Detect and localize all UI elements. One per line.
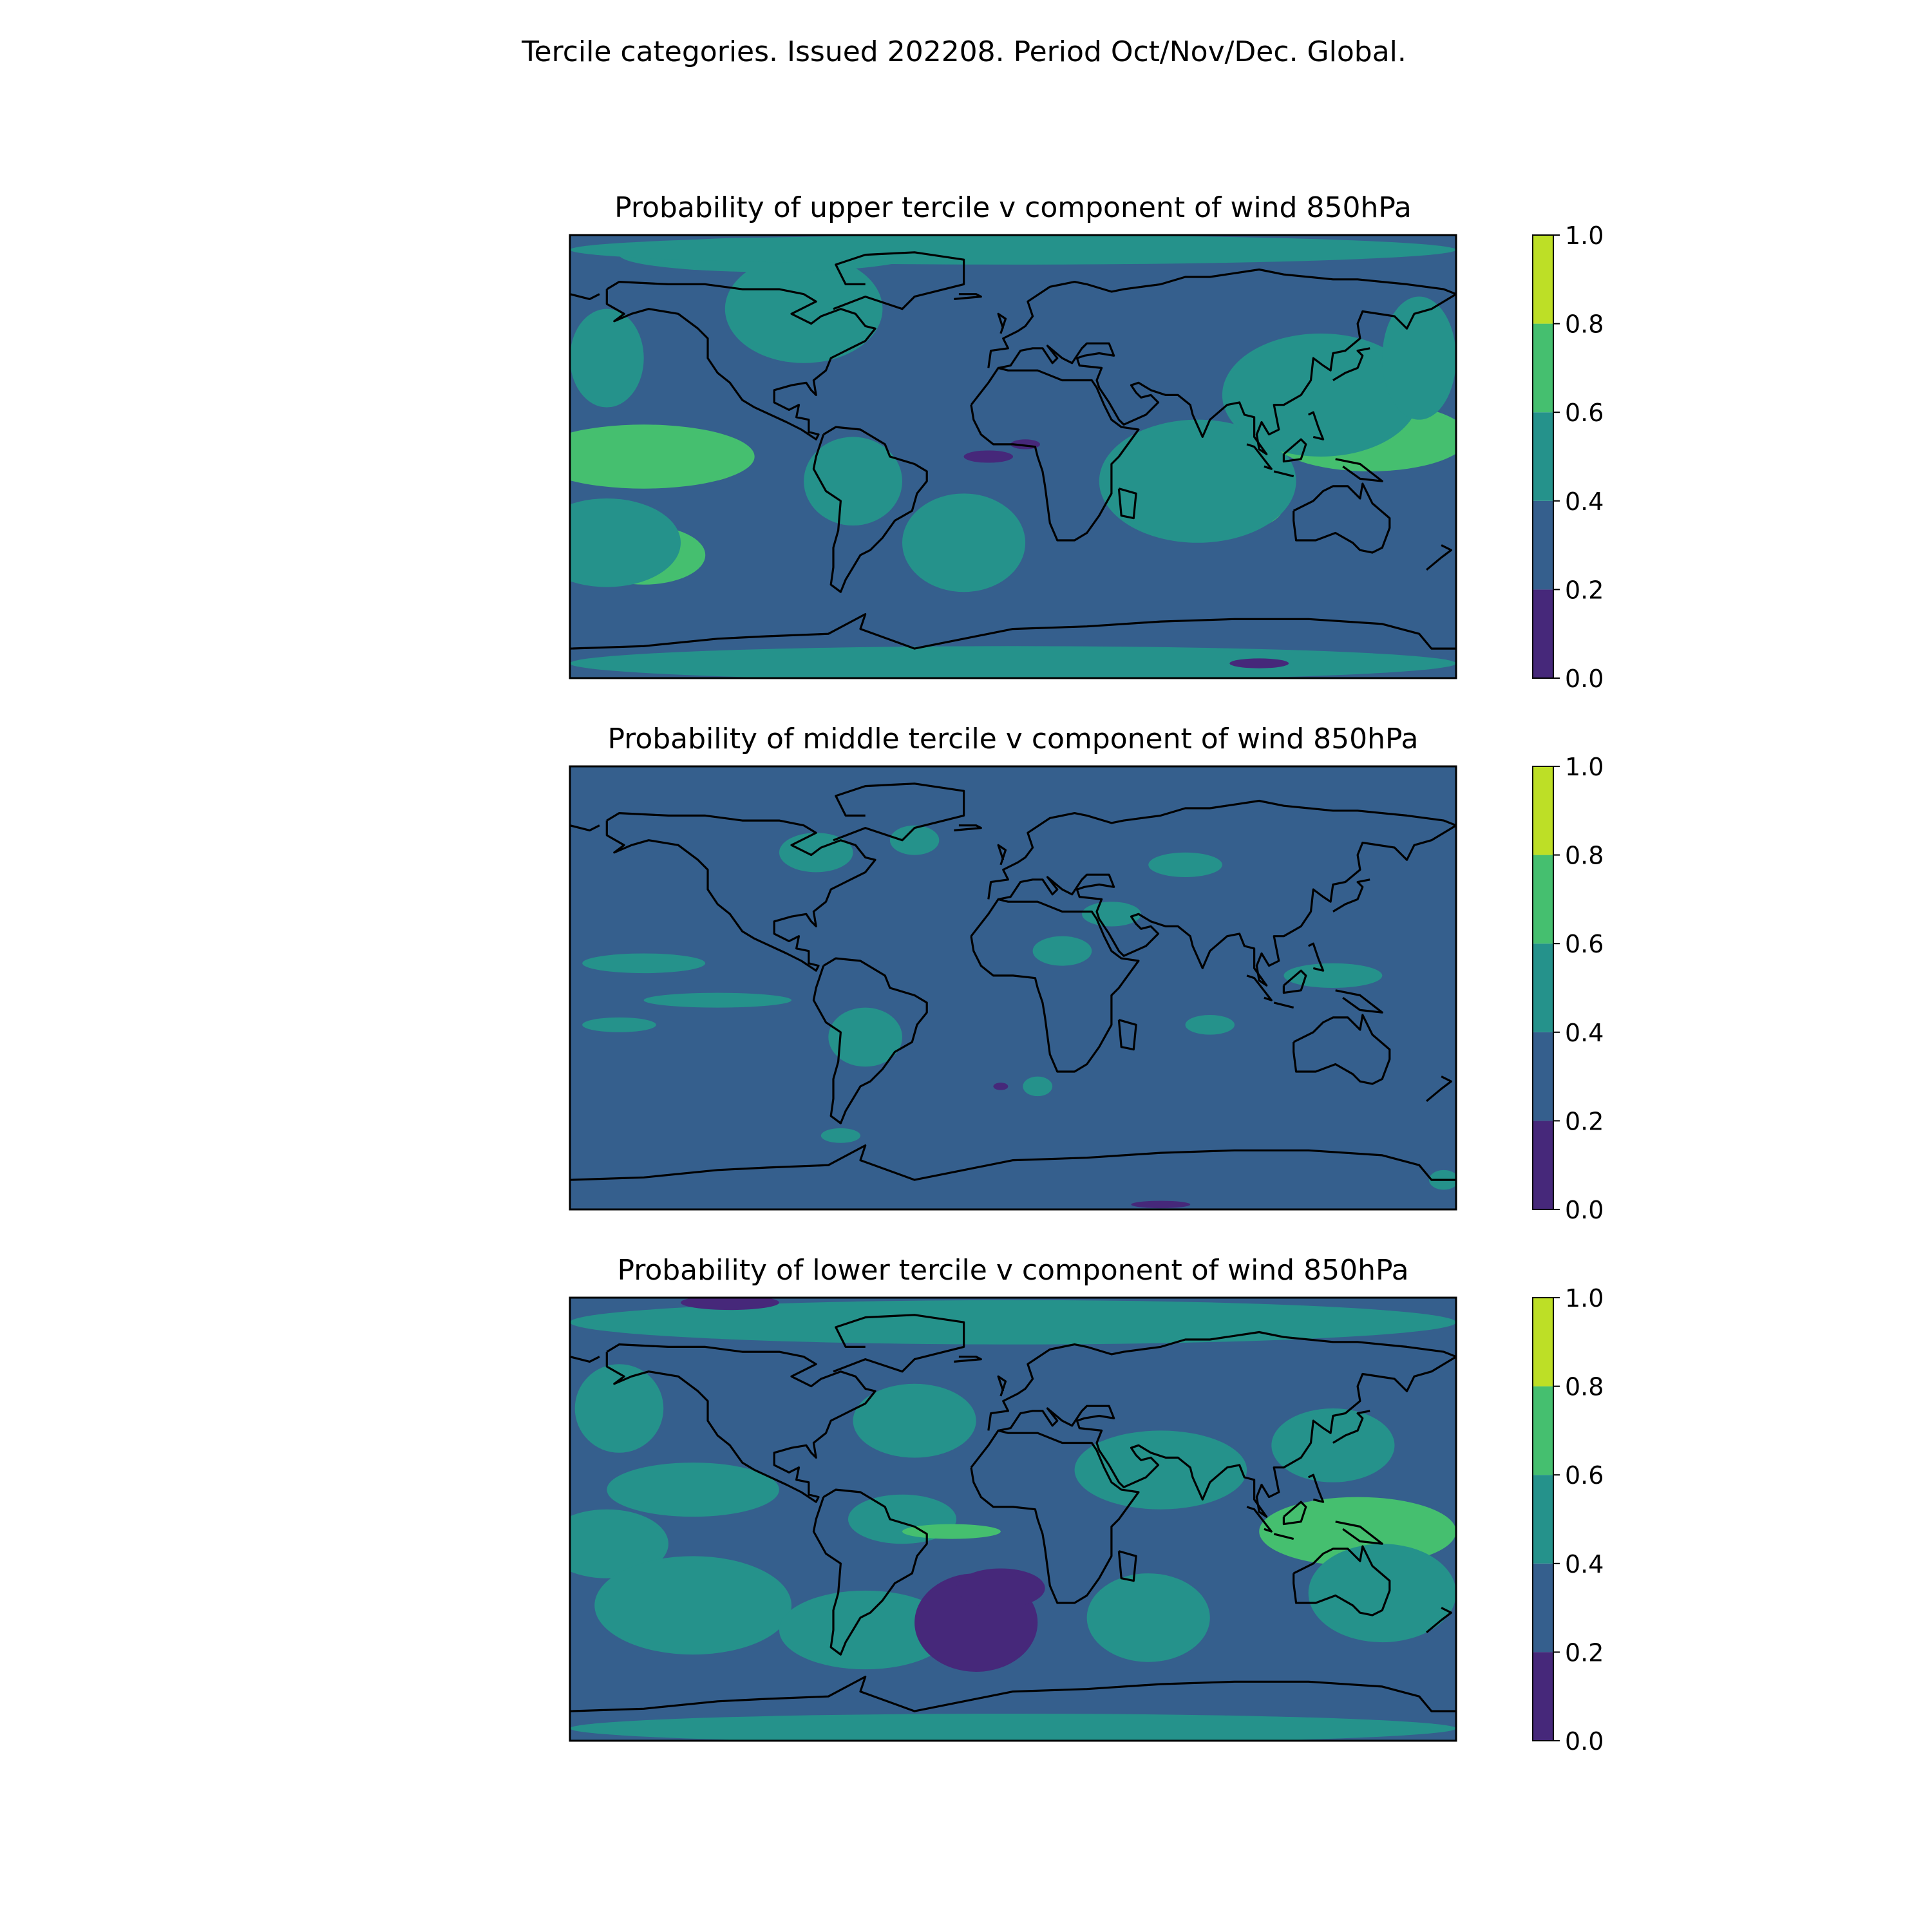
colorbar-segment-0 — [1533, 589, 1553, 678]
panel-lower-tercile — [545, 1254, 1604, 1756]
colorbar-segment-2 — [1533, 1475, 1553, 1564]
probability-region-12 — [956, 1568, 1045, 1607]
colorbar-tick-label: 0.4 — [1565, 1549, 1604, 1578]
probability-region-22 — [570, 235, 1456, 265]
probability-region-7 — [1082, 902, 1141, 926]
probability-region-16 — [1087, 1573, 1210, 1662]
colorbar-tick-label: 0.2 — [1565, 1638, 1604, 1667]
colorbar-tick-label: 0.8 — [1565, 1372, 1604, 1401]
panel-upper-tercile — [533, 191, 1604, 693]
map-middle-tercile — [570, 766, 1459, 1209]
colorbar-tick-label: 0.8 — [1565, 841, 1604, 870]
colorbar-tick-label: 0.6 — [1565, 399, 1604, 428]
probability-region-5 — [570, 309, 644, 408]
colorbar-tick-label: 1.0 — [1565, 1284, 1604, 1312]
colorbar-segment-4 — [1533, 766, 1553, 855]
probability-region-10 — [902, 1524, 1001, 1539]
map-lower-tercile — [545, 1295, 1456, 1743]
probability-region-8 — [1283, 963, 1382, 988]
probability-region-24 — [1229, 658, 1289, 668]
colorbar-segment-3 — [1533, 1387, 1553, 1475]
colorbar-tick-label: 0.6 — [1565, 930, 1604, 959]
panel-title-upper: Probability of upper tercile v component of wind 850hPa — [614, 191, 1412, 224]
probability-region-2 — [533, 424, 755, 488]
map-background — [570, 766, 1456, 1209]
colorbar-segment-2 — [1533, 943, 1553, 1032]
colorbar-upper — [1533, 222, 1604, 693]
probability-region-2 — [582, 1018, 656, 1032]
colorbar-tick-label: 0.8 — [1565, 310, 1604, 339]
panel-title-middle: Probability of middle tercile v component of wind 850hPa — [607, 723, 1419, 755]
colorbar-segment-3 — [1533, 855, 1553, 944]
map-upper-tercile — [533, 235, 1468, 681]
colorbar-segment-4 — [1533, 235, 1553, 324]
probability-region-5 — [890, 826, 939, 855]
figure-suptitle: Tercile categories. Issued 202208. Period Oct/Nov/Dec. Global. — [522, 35, 1406, 68]
colorbar-segment-0 — [1533, 1652, 1553, 1741]
probability-region-12 — [964, 450, 1013, 462]
probability-region-1 — [644, 993, 791, 1008]
probability-region-13 — [1131, 1201, 1190, 1208]
colorbar-tick-label: 1.0 — [1565, 753, 1604, 781]
probability-region-4 — [533, 498, 681, 587]
colorbar-tick-label: 0.0 — [1565, 665, 1604, 693]
colorbar-tick-label: 0.4 — [1565, 1018, 1604, 1047]
panel-middle-tercile — [570, 723, 1604, 1224]
colorbar-segment-2 — [1533, 412, 1553, 501]
probability-region-12 — [821, 1128, 860, 1143]
colorbar-tick-label: 0.4 — [1565, 487, 1604, 516]
colorbar-tick-label: 0.2 — [1565, 576, 1604, 605]
probability-region-4 — [575, 1364, 664, 1453]
colorbar-tick-label: 0.2 — [1565, 1107, 1604, 1136]
panel-title-lower: Probability of lower tercile v component of wind 850hPa — [617, 1254, 1409, 1287]
colorbar-segment-0 — [1533, 1121, 1553, 1209]
probability-region-14 — [993, 1083, 1008, 1090]
colorbar-lower — [1533, 1284, 1604, 1756]
probability-region-5 — [594, 1556, 791, 1654]
colorbar-tick-label: 0.6 — [1565, 1461, 1604, 1490]
probability-region-0 — [582, 953, 705, 973]
colorbar-tick-label: 1.0 — [1565, 222, 1604, 250]
colorbar-segment-1 — [1533, 1032, 1553, 1121]
probability-region-14 — [1075, 1430, 1247, 1509]
probability-region-23 — [570, 646, 1456, 681]
colorbar-segment-3 — [1533, 324, 1553, 413]
probability-region-9 — [1148, 853, 1222, 877]
colorbar-segment-4 — [1533, 1298, 1553, 1387]
colorbar-segment-1 — [1533, 501, 1553, 590]
probability-region-6 — [1033, 936, 1092, 966]
probability-region-11 — [1023, 1077, 1052, 1097]
probability-region-1 — [607, 1463, 779, 1517]
colorbar-middle — [1533, 753, 1604, 1224]
colorbar-segment-1 — [1533, 1564, 1553, 1653]
probability-region-10 — [1186, 1015, 1235, 1035]
probability-region-11 — [902, 493, 1025, 592]
colorbar-tick-label: 0.0 — [1565, 1196, 1604, 1224]
colorbar-tick-label: 0.0 — [1565, 1727, 1604, 1756]
probability-region-24 — [570, 1714, 1456, 1743]
